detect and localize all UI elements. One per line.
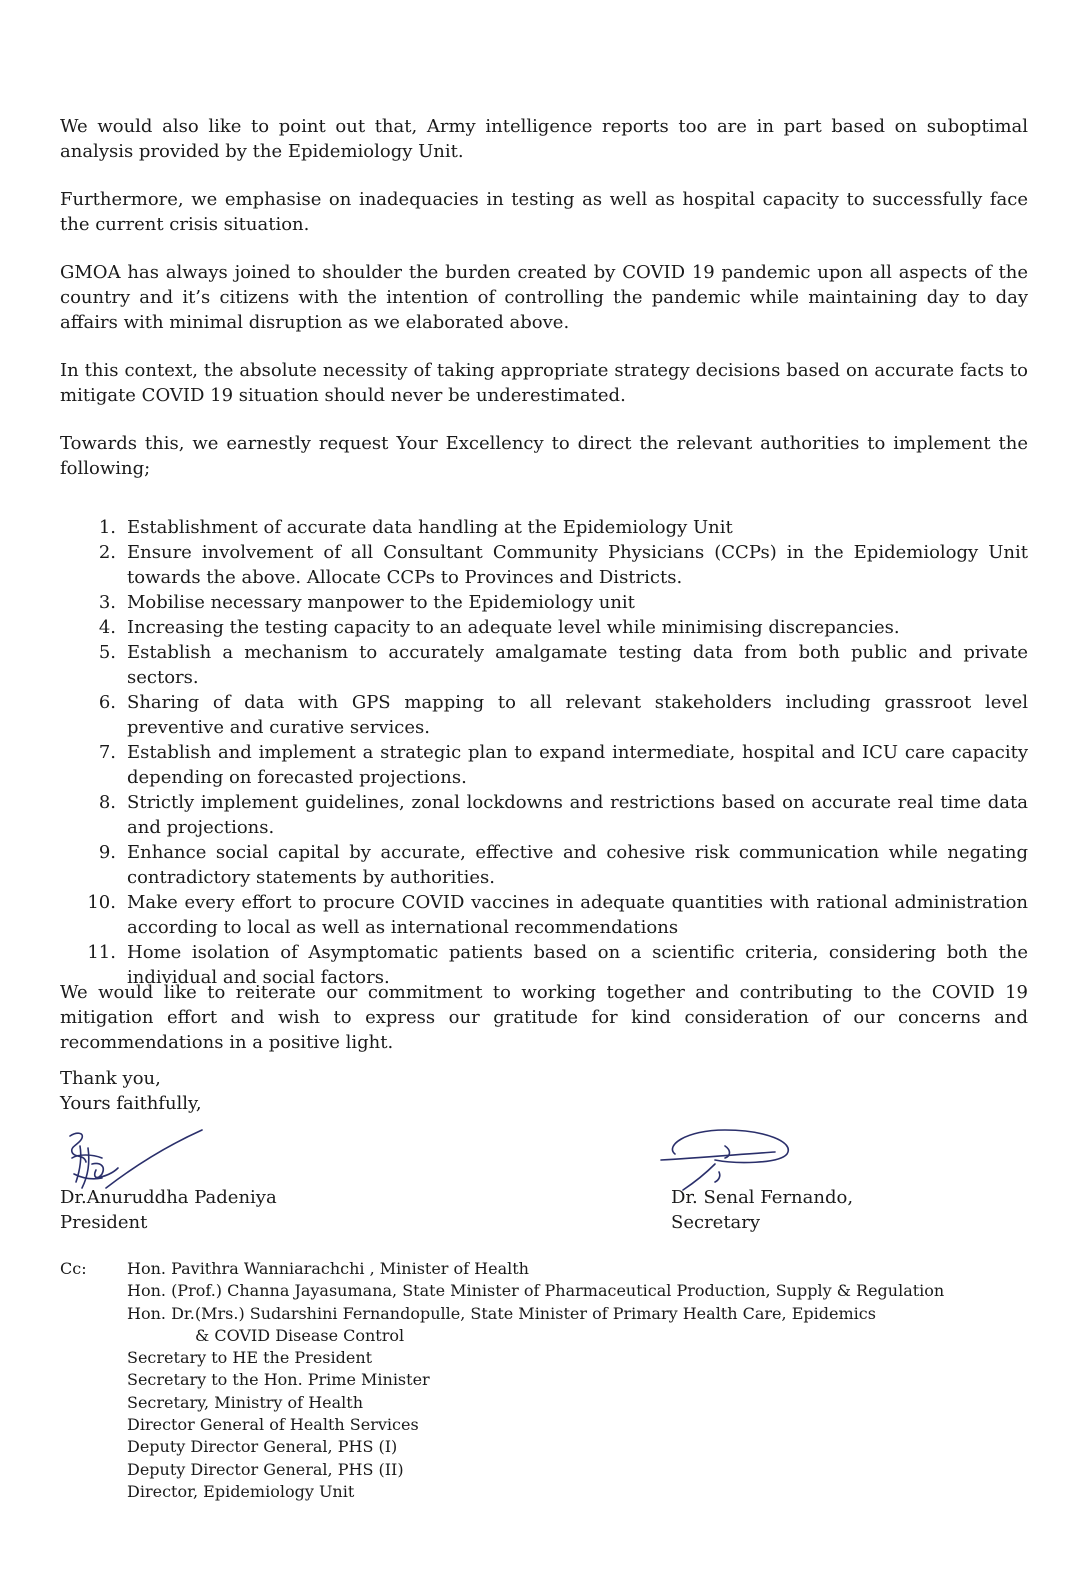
list-text: Establish a mechanism to accurately amalgamate testing data from both public and private sectors. bbox=[127, 642, 1028, 688]
list-item bbox=[60, 890, 1028, 940]
list-number: 4. bbox=[98, 617, 116, 638]
paragraph: GMOA has always joined to shoulder the burden created by COVID 19 pandemic upon all aspects of the country and it’s citizens with the intention of controlling the pandemic while maintaining day to day affairs with minimal disruption as we elaborated above. bbox=[60, 262, 1028, 333]
cc-recipient: Secretary to HE the President bbox=[127, 1348, 373, 1368]
signoff-yours: Yours faithfully, bbox=[60, 1093, 202, 1114]
list-number: 3. bbox=[98, 592, 116, 613]
signatory-title: President bbox=[60, 1212, 148, 1233]
list-item bbox=[60, 790, 1028, 840]
secretary-signature bbox=[655, 1124, 805, 1194]
cc-recipient: Secretary, Ministry of Health bbox=[127, 1392, 363, 1412]
paragraph: In this context, the absolute necessity of taking appropriate strategy decisions based on accurate facts to mitigate COVID 19 situation should never be underestimated. bbox=[60, 360, 1028, 406]
list-text: Establish and implement a strategic plan to expand intermediate, hospital and ICU care capacity depending on forecasted projections. bbox=[127, 742, 1028, 788]
signatory-left bbox=[60, 1185, 277, 1235]
request-list bbox=[60, 515, 1028, 990]
list-item bbox=[60, 540, 1028, 590]
signoff-thanks: Thank you, bbox=[60, 1068, 161, 1089]
cc-recipient: Hon. Pavithra Wanniarachchi , Minister of Health bbox=[127, 1259, 529, 1278]
list-item bbox=[60, 640, 1028, 690]
list-number: 10. bbox=[87, 892, 116, 913]
list-number: 7. bbox=[98, 742, 116, 763]
list-text: Home isolation of Asymptomatic patients based on a scientific criteria, considering both the individual and social factors. bbox=[127, 942, 1028, 988]
signatory-name: Dr. Senal Fernando, bbox=[671, 1187, 854, 1208]
list-item bbox=[60, 590, 1028, 615]
list-number: 2. bbox=[98, 542, 116, 563]
letter-body bbox=[60, 114, 1028, 504]
list-number: 5. bbox=[98, 642, 116, 663]
cc-label: Cc: bbox=[60, 1259, 87, 1278]
list-number: 11. bbox=[87, 942, 116, 963]
list-item bbox=[60, 515, 1028, 540]
list-text: Ensure involvement of all Consultant Community Physicians (CCPs) in the Epidemiology Unit towards the above. Allocate CCPs to Provinces and Districts. bbox=[127, 542, 1028, 588]
cc-recipient: Secretary to the Hon. Prime Minister bbox=[127, 1370, 430, 1390]
list-text: Enhance social capital by accurate, effective and cohesive risk communication while negating contradictory statements by authorities. bbox=[127, 842, 1028, 888]
list-item bbox=[60, 615, 1028, 640]
list-text: Make every effort to procure COVID vaccines in adequate quantities with rational administration according to local as well as international recommendations bbox=[127, 892, 1028, 938]
list-text: Sharing of data with GPS mapping to all relevant stakeholders including grassroot level preventive and curative services. bbox=[127, 692, 1028, 738]
cc-recipient: Deputy Director General, PHS (I) bbox=[127, 1437, 398, 1457]
list-number: 9. bbox=[98, 842, 116, 863]
signatory-name: Dr.Anuruddha Padeniya bbox=[60, 1187, 277, 1208]
signoff bbox=[60, 1066, 202, 1116]
cc-recipient: Hon. Dr.(Mrs.) Sudarshini Fernandopulle, State Minister of Primary Health Care, Epidemics bbox=[127, 1303, 876, 1323]
closing-paragraph: We would like to reiterate our commitment to working together and contributing to the COVID 19 mitigation effort and wish to express our gratitude for kind consideration of our concerns and recommendations in a positive light. bbox=[60, 982, 1028, 1053]
list-text: Establishment of accurate data handling at the Epidemiology Unit bbox=[127, 517, 733, 538]
paragraph: Towards this, we earnestly request Your Excellency to direct the relevant authorities to implement the following; bbox=[60, 433, 1028, 479]
cc-list bbox=[127, 1258, 944, 1503]
paragraph: Furthermore, we emphasise on inadequacies in testing as well as hospital capacity to successfully face the current crisis situation. bbox=[60, 189, 1028, 235]
list-item bbox=[60, 690, 1028, 740]
cc-recipient: Director, Epidemiology Unit bbox=[127, 1481, 355, 1501]
signatory-right bbox=[671, 1185, 853, 1235]
list-number: 1. bbox=[98, 517, 116, 538]
list-number: 6. bbox=[98, 692, 116, 713]
list-item bbox=[60, 840, 1028, 890]
list-number: 8. bbox=[98, 792, 116, 813]
signatory-title: Secretary bbox=[671, 1212, 761, 1233]
list-text: Strictly implement guidelines, zonal lockdowns and restrictions based on accurate real time data and projections. bbox=[127, 792, 1028, 838]
cc-recipient: Deputy Director General, PHS (II) bbox=[127, 1459, 404, 1479]
cc-recipient: Director General of Health Services bbox=[127, 1415, 419, 1435]
list-text: Increasing the testing capacity to an adequate level while minimising discrepancies. bbox=[127, 617, 900, 638]
paragraph: We would also like to point out that, Army intelligence reports too are in part based on suboptimal analysis provided by the Epidemiology Unit. bbox=[60, 116, 1028, 162]
list-text: Mobilise necessary manpower to the Epidemiology unit bbox=[127, 592, 635, 613]
cc-recipient-continued: & COVID Disease Control bbox=[195, 1325, 405, 1345]
list-item bbox=[60, 740, 1028, 790]
cc-recipient: Hon. (Prof.) Channa Jayasumana, State Minister of Pharmaceutical Production, Supply & Regulation bbox=[127, 1281, 945, 1301]
